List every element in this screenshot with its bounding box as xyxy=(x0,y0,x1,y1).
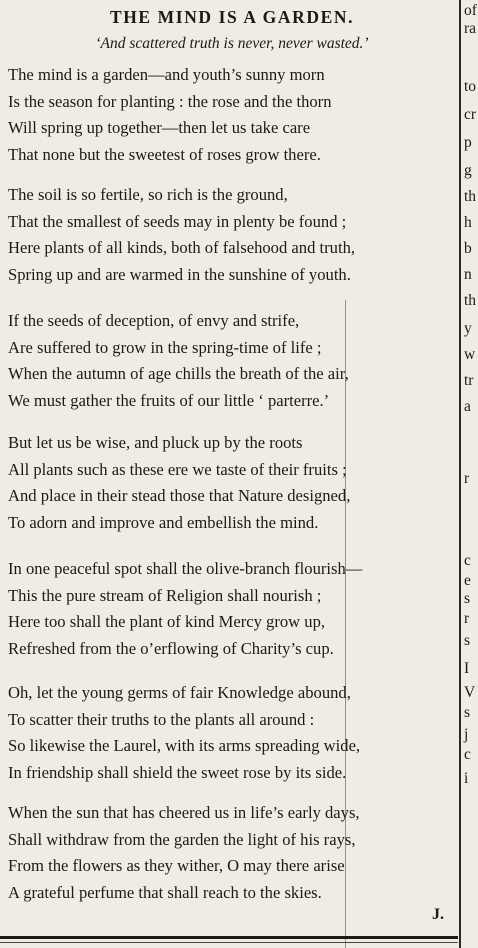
text-fragment: c xyxy=(464,746,471,763)
adjacent-column-fragment xyxy=(463,0,478,948)
text-fragment: ra xyxy=(464,20,477,37)
poem-line: When the sun that has cheered us in life’s early days, xyxy=(8,803,360,822)
poem-line: Spring up and are warmed in the sunshine of youth. xyxy=(8,264,351,284)
poem-line: If the seeds of deception, of envy and strife, xyxy=(8,311,300,330)
column-separator xyxy=(459,0,461,948)
poem-line: Are suffered to grow in the spring-time of life ; xyxy=(8,337,322,357)
page-fold-crease xyxy=(345,300,346,948)
poem-line: The mind is a garden—and youth’s sunny morn xyxy=(8,65,325,84)
poem-line: Shall withdraw from the garden the light of his rays, xyxy=(8,829,356,849)
poem-line: The soil is so fertile, so rich is the ground, xyxy=(8,185,288,204)
poem-line: That none but the sweetest of roses grow there. xyxy=(8,144,321,164)
text-fragment: a xyxy=(464,398,471,415)
text-fragment: of xyxy=(464,2,477,19)
poem-line: A grateful perfume that shall reach to the skies. xyxy=(8,882,322,902)
text-fragment: r xyxy=(464,470,470,487)
text-fragment: j xyxy=(464,726,469,743)
text-fragment: e xyxy=(464,572,471,589)
author-signature: J. xyxy=(432,906,444,923)
stanza-1 xyxy=(8,62,460,168)
poem-line: This the pure stream of Religion shall nourish ; xyxy=(8,585,322,605)
bottom-rule-thin xyxy=(0,942,458,943)
poem-line: And place in their stead those that Nature designed, xyxy=(8,486,351,505)
poem-line: We must gather the fruits of our little ‘ parterre.’ xyxy=(8,390,330,410)
poem-line: That the smallest of seeds may in plenty be found ; xyxy=(8,211,347,231)
poem-epigraph: ‘And scattered truth is never, never wasted.’ xyxy=(95,35,369,52)
text-fragment: p xyxy=(464,134,472,151)
text-fragment: s xyxy=(464,704,471,721)
poem-line: Here plants of all kinds, both of falsehood and truth, xyxy=(8,238,356,257)
text-fragment: g xyxy=(464,162,472,179)
stanza-7 xyxy=(8,800,460,906)
poem-line: Oh, let the young germs of fair Knowledge abound, xyxy=(8,683,351,702)
poem-line: From the flowers as they wither, O may there arise xyxy=(8,856,345,875)
poem-line: Is the season for planting : the rose and the thorn xyxy=(8,91,332,111)
text-fragment: y xyxy=(464,320,472,337)
text-fragment: I xyxy=(464,660,470,677)
stanza-6 xyxy=(8,680,460,786)
text-fragment: cr xyxy=(464,106,477,123)
poem-title: THE MIND IS A GARDEN. xyxy=(109,7,355,27)
text-fragment: b xyxy=(464,240,472,257)
poem-line: Here too shall the plant of kind Mercy grow up, xyxy=(8,612,326,631)
text-fragment: th xyxy=(464,188,477,205)
text-fragment: s xyxy=(464,632,471,649)
poem-line: So likewise the Laurel, with its arms spreading wide, xyxy=(8,736,361,755)
poem-line: In friendship shall shield the sweet rose by its side. xyxy=(8,762,347,782)
stanza-3 xyxy=(8,308,460,414)
text-fragment: h xyxy=(464,214,472,231)
stanza-4 xyxy=(8,430,460,536)
poem-line: When the autumn of age chills the breath of the air, xyxy=(8,364,349,383)
poem-line: Refreshed from the o’erflowing of Charity’s cup. xyxy=(8,638,334,658)
text-fragment: th xyxy=(464,292,477,309)
text-fragment: s xyxy=(464,590,471,607)
text-fragment: V xyxy=(464,684,476,701)
stanza-2 xyxy=(8,182,460,288)
poem-line: All plants such as these ere we taste of their fruits ; xyxy=(8,459,347,479)
text-fragment: c xyxy=(464,552,471,569)
poem-line: Will spring up together—then let us take care xyxy=(8,118,311,137)
text-fragment: to xyxy=(464,78,477,95)
text-fragment: i xyxy=(464,770,469,787)
stanza-5 xyxy=(8,556,460,662)
poem-line: But let us be wise, and pluck up by the roots xyxy=(8,433,303,452)
bottom-rule xyxy=(0,936,458,939)
poem-line: To adorn and improve and embellish the mind. xyxy=(8,512,319,532)
poem-line: To scatter their truths to the plants all around : xyxy=(8,709,315,729)
text-fragment: n xyxy=(464,266,472,283)
text-fragment: r xyxy=(464,610,470,627)
text-fragment: w xyxy=(464,346,476,363)
text-fragment: tr xyxy=(464,372,474,389)
poem-line: In one peaceful spot shall the olive-branch flourish— xyxy=(8,559,363,578)
